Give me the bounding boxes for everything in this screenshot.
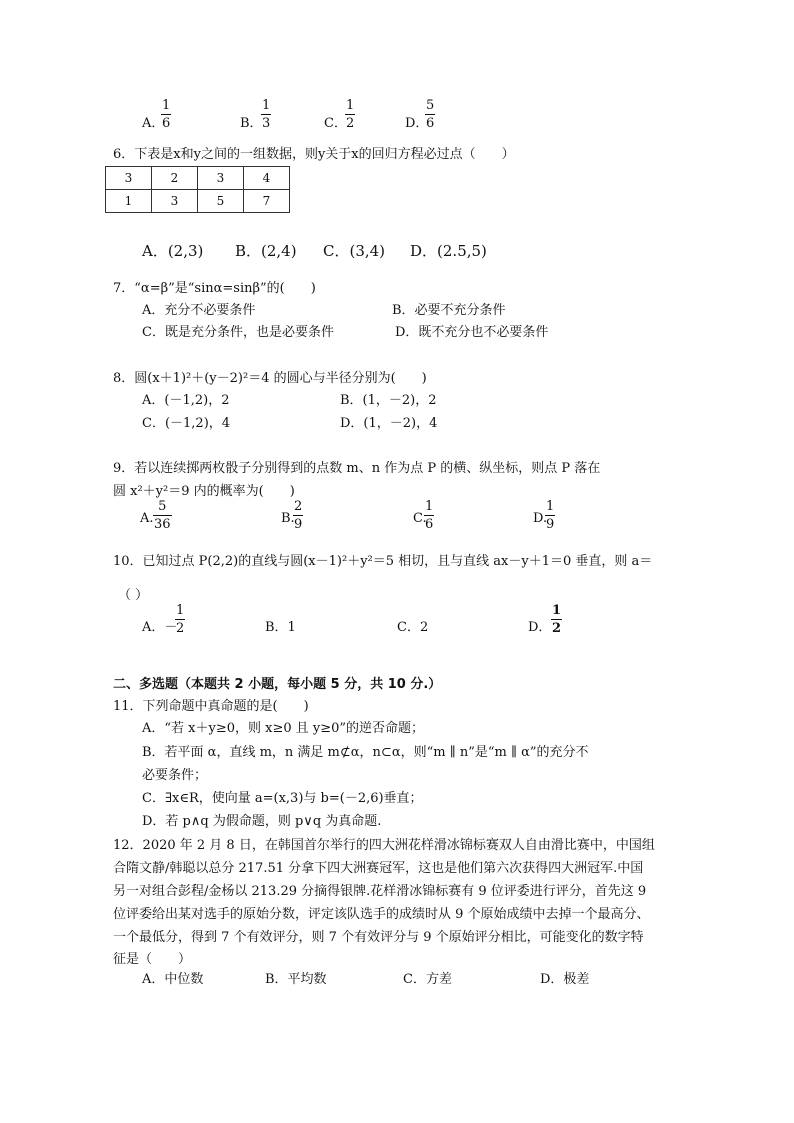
fraction-numerator: 1 [552, 603, 562, 618]
q12-option-a: A．中位数 [142, 972, 204, 987]
q10-option-d-fraction [551, 604, 562, 635]
q10-answer-paren: （ ） [118, 588, 149, 603]
fraction-denominator: 6 [162, 116, 171, 131]
fraction-numerator: 5 [426, 98, 435, 113]
q7-option-d: D．既不充分也不必要条件 [395, 325, 549, 340]
fraction-numerator: 1 [262, 98, 271, 113]
q7-option-c: C．既是充分条件，也是必要条件 [142, 325, 334, 340]
fraction-bar [545, 515, 555, 516]
q9-stem-line-2: 圆 x²＋y²＝9 内的概率为( ) [113, 484, 295, 499]
q9-stem-line-1: 9．若以连续掷两枚骰子分别得到的点数 m、n 作为点 P 的横、纵坐标，则点 P 落在 [113, 461, 601, 476]
q6-option-c: C．(3,4) [323, 242, 386, 260]
fraction-bar [424, 515, 434, 516]
table-row [106, 167, 290, 190]
fraction-bar [293, 515, 303, 516]
table-cell: 3 [152, 190, 198, 213]
q9-option-d-fraction [545, 500, 555, 531]
q6-option-b: B．(2,4) [235, 242, 297, 260]
fraction-bar [161, 114, 171, 115]
q8-option-b: B．(1，－2)，2 [340, 393, 437, 408]
table-cell: 3 [106, 167, 152, 190]
fraction-denominator: 6 [425, 517, 434, 532]
q5-option-b-label: B． [240, 116, 263, 131]
q9-option-c-label: C. [413, 511, 427, 526]
q12-line-4: 位评委给出某对选手的原始分数，评定该队选手的成绩时从 9 个原始成绩中去掉一个最高分、 [113, 907, 650, 922]
section-heading: 二、多选题（本题共 2 小题，每小题 5 分，共 10 分.） [113, 677, 442, 692]
q10-option-c: C．2 [397, 620, 429, 635]
q12-option-b: B．平均数 [265, 972, 327, 987]
fraction-denominator: 9 [546, 517, 555, 532]
fraction-numerator: 1 [176, 603, 185, 618]
fraction-denominator: 2 [552, 621, 562, 636]
table-row [106, 190, 290, 213]
q5-option-d-label: D． [405, 116, 429, 131]
q12-line-2: 合隋文静/韩聪以总分 217.51 分拿下四大洲赛冠军，这也是他们第六次获得四大洲冠军.中国 [113, 861, 644, 876]
fraction-denominator: 6 [426, 116, 435, 131]
table-cell: 1 [106, 190, 152, 213]
fraction-bar [425, 114, 435, 115]
q10-option-d-label: D． [528, 620, 552, 635]
table-cell: 3 [198, 167, 244, 190]
fraction-denominator: 2 [176, 621, 185, 636]
q11-stem: 11．下列命题中真命题的是( ) [113, 699, 309, 714]
fraction-numerator: 1 [546, 499, 555, 514]
q10-option-a-fraction [175, 604, 185, 635]
q9-option-c-fraction [424, 500, 434, 531]
table-cell: 2 [152, 167, 198, 190]
q8-option-d: D．(1，－2)，4 [340, 416, 438, 431]
fraction-denominator: 36 [154, 517, 171, 532]
q7-option-b: B．必要不充分条件 [392, 303, 506, 318]
q5-option-a-label: A． [142, 116, 165, 131]
q6-stem: 6．下表是x和y之间的一组数据，则y关于x的回归方程必过点（ ） [113, 147, 515, 162]
q9-option-a-fraction [153, 500, 172, 531]
q5-option-d-fraction [425, 99, 435, 130]
fraction-numerator: 1 [162, 98, 171, 113]
q11-option-d: D．若 p∧q 为假命题，则 p∨q 为真命题. [142, 814, 382, 829]
q11-option-c: C．∃x∈R，使向量 a=(x,3)与 b=(－2,6)垂直； [142, 791, 423, 806]
q5-option-a-fraction [161, 99, 171, 130]
fraction-numerator: 2 [294, 499, 303, 514]
q9-option-a-label: A. [140, 511, 154, 526]
q5-option-c-label: C． [324, 116, 347, 131]
q12-option-d: D．极差 [540, 972, 590, 987]
table-cell: 5 [198, 190, 244, 213]
fraction-denominator: 2 [346, 116, 355, 131]
q6-option-a: A．(2,3) [142, 242, 204, 260]
q8-stem: 8．圆(x＋1)²＋(y－2)²＝4 的圆心与半径分别为( ) [113, 371, 427, 386]
fraction-numerator: 5 [158, 499, 167, 514]
q10-option-b: B．1 [265, 620, 296, 635]
fraction-numerator: 1 [346, 98, 355, 113]
q8-option-a: A．(－1,2)，2 [142, 393, 230, 408]
q5-option-b-fraction [261, 99, 271, 130]
q11-option-b-line-2: 必要条件； [142, 768, 208, 783]
fraction-denominator: 9 [294, 517, 303, 532]
q12-line-1: 12．2020 年 2 月 8 日，在韩国首尔举行的四大洲花样滑冰锦标赛双人自由滑比赛中，中国组 [113, 838, 655, 853]
fraction-numerator: 1 [425, 499, 434, 514]
fraction-bar [261, 114, 271, 115]
table-cell: 4 [244, 167, 290, 190]
q9-option-d-label: D. [533, 511, 548, 526]
table-cell: 7 [244, 190, 290, 213]
q10-option-a-label: A．－ [142, 620, 178, 635]
q11-option-a: A．“若 x＋y≥0，则 x≥0 且 y≥0”的逆否命题； [142, 721, 425, 736]
q9-option-b-fraction [293, 500, 303, 531]
fraction-denominator: 3 [262, 116, 271, 131]
q8-option-c: C．(－1,2)，4 [142, 416, 231, 431]
q9-option-b-label: B. [281, 511, 295, 526]
q6-data-table [105, 166, 290, 213]
q12-line-3: 另一对组合彭程/金杨以 213.29 分摘得银牌.花样滑冰锦标赛有 9 位评委进行评分，首先这 9 [113, 884, 647, 899]
fraction-bar [153, 515, 172, 516]
q12-option-c: C．方差 [403, 972, 452, 987]
fraction-bar [345, 114, 355, 115]
q11-option-b-line-1: B．若平面 α，直线 m，n 满足 m⊄α，n⊂α，则“m ∥ n”是“m ∥ α”的充分不 [142, 745, 589, 760]
q5-option-c-fraction [345, 99, 355, 130]
fraction-bar [551, 619, 562, 620]
q10-stem: 10．已知过点 P(2,2)的直线与圆(x－1)²＋y²＝5 相切，且与直线 ax－y＋1＝0 垂直，则 a＝ [113, 554, 653, 569]
fraction-bar [175, 619, 185, 620]
q7-option-a: A．充分不必要条件 [142, 303, 256, 318]
q12-line-6: 征是（ ） [113, 952, 192, 967]
q12-line-5: 一个最低分，得到 7 个有效评分，则 7 个有效评分与 9 个原始评分相比，可能变化的数字特 [113, 930, 644, 945]
q6-option-d: D．(2.5,5) [410, 242, 487, 260]
q7-stem: 7．“α=β”是“sinα=sinβ”的( ) [113, 281, 316, 296]
